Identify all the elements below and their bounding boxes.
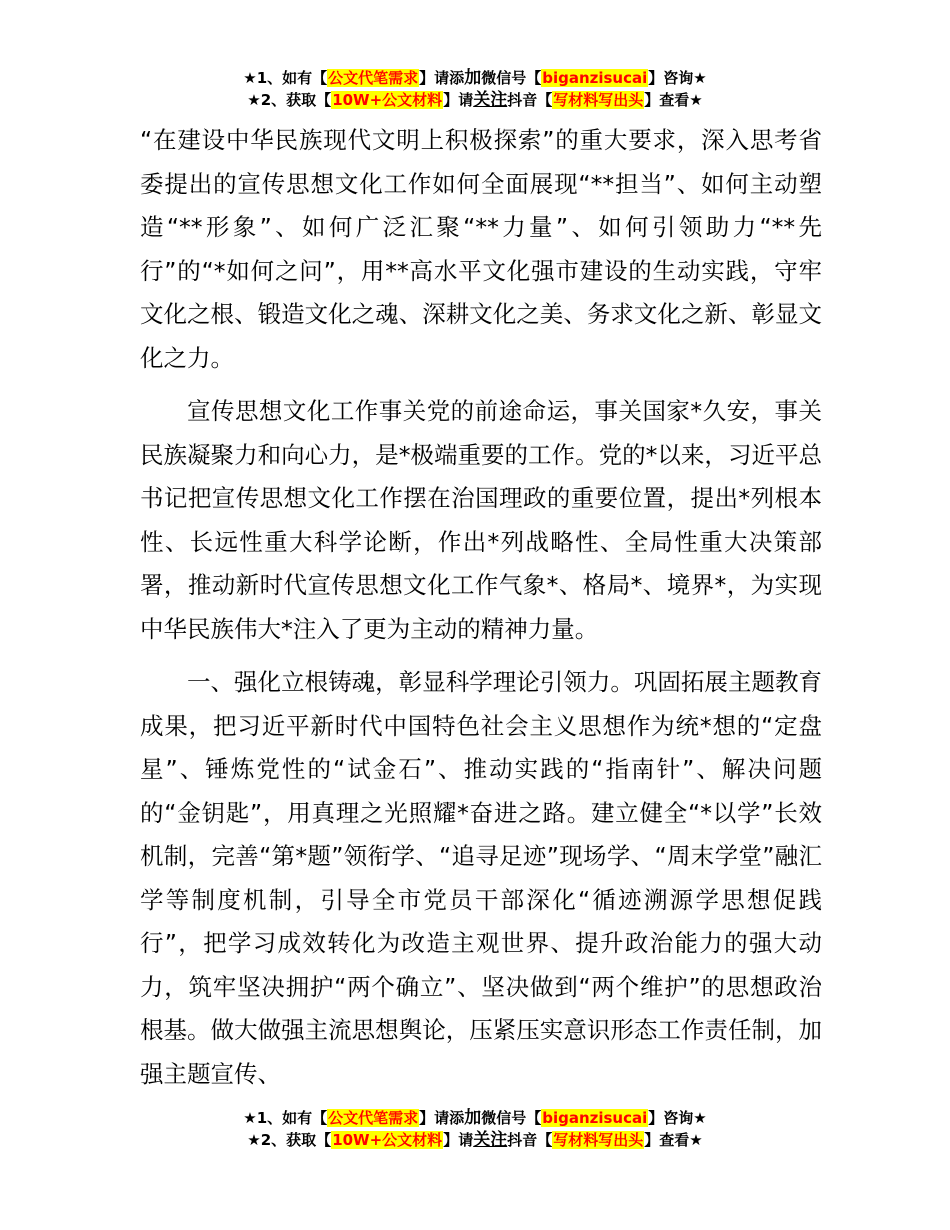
banner-emphasis: 关注 (473, 90, 508, 110)
paragraph-1: “在建设中华民族现代文明上积极探索”的重大要求，深入思考省委提出的宣传思想文化工作如何全面展现“**担当”、如何主动塑造“**形象”、如何广泛汇聚“**力量”、如何引领助力“**先行”的“*如何之问”，用**高水平文化强市建设的生动实践，守牢文化之根、锻造文化之魂、深耕文化之美、务求文化之新、彰显文化之力。 (140, 126, 822, 372)
banner-highlight: 公文代笔需求 (328, 69, 419, 87)
banner-highlight: 10W+公文材料 (332, 1131, 443, 1149)
paragraph-3: 一、强化立根铸魂，彰显科学理论引领力。巩固拓展主题教育成果，把习近平新时代中国特色社会主义思想作为统*想的“定盘星”、锤炼党性的“试金石”、推动实践的“指南针”、解决问题的“金钥匙”，用真理之光照耀*奋进之路。建立健全“*以学”长效机制，完善“第*题”领衔学、“追寻足迹”现场学、“周末学堂”融汇学等制度机制，引导全市党员干部深化“循迹溯源学思想促践行”，把学习成效转化为改造主观世界、提升政治能力的强大动力，筑牢坚决拥护“两个确立”、坚决做到“两个维护”的思想政治根基。做大做强主流思想舆论，压紧压实意识形态工作责任制，加强主题宣传、 (140, 668, 822, 1088)
banner-text: 】查看★ (644, 1131, 703, 1149)
banner-text: 】请 (443, 91, 474, 109)
banner-emphasis: 关注 (473, 1130, 508, 1150)
banner-emphasis: 加 (464, 1108, 482, 1128)
banner-emphasis: 加 (464, 68, 482, 88)
banner-text: 】请 (443, 1131, 474, 1149)
header-banner (0, 67, 950, 111)
footer-banner (0, 1107, 950, 1151)
banner-highlight: 公文代笔需求 (328, 1109, 419, 1127)
banner-highlight-douyin: 写材料写出头 (553, 91, 644, 109)
banner-text: ★2、获取【 (247, 1131, 332, 1149)
banner-line-1 (0, 67, 950, 89)
document-body (140, 119, 822, 1106)
banner-text: 微信号【 (481, 1109, 542, 1127)
banner-text: ★1、如有【 (243, 1109, 328, 1127)
banner-text: 】咨询★ (648, 69, 707, 87)
banner-text: 】请添 (419, 1109, 465, 1127)
banner-highlight: 10W+公文材料 (332, 91, 443, 109)
banner-text: ★2、获取【 (247, 91, 332, 109)
banner-line-2 (0, 1129, 950, 1151)
banner-text: 】请添 (419, 69, 465, 87)
banner-text: 微信号【 (481, 69, 542, 87)
banner-text: 】查看★ (644, 91, 703, 109)
banner-highlight-wechat: biganzisucai (542, 1109, 648, 1127)
banner-line-1 (0, 1107, 950, 1129)
banner-text: 】咨询★ (648, 1109, 707, 1127)
banner-line-2 (0, 89, 950, 111)
banner-text: 抖音【 (507, 91, 553, 109)
paragraph-2: 宣传思想文化工作事关党的前途命运，事关国家*久安，事关民族凝聚力和向心力，是*极端重要的工作。党的*以来，习近平总书记把宣传思想文化工作摆在治国理政的重要位置，提出*列根本性、长远性重大科学论断，作出*列战略性、全局性重大决策部署，推动新时代宣传思想文化工作气象*、格局*、境界*，为实现中华民族伟大*注入了更为主动的精神力量。 (140, 397, 822, 643)
banner-highlight-wechat: biganzisucai (542, 69, 648, 87)
banner-text: ★1、如有【 (243, 69, 328, 87)
banner-highlight-douyin: 写材料写出头 (553, 1131, 644, 1149)
banner-text: 抖音【 (507, 1131, 553, 1149)
